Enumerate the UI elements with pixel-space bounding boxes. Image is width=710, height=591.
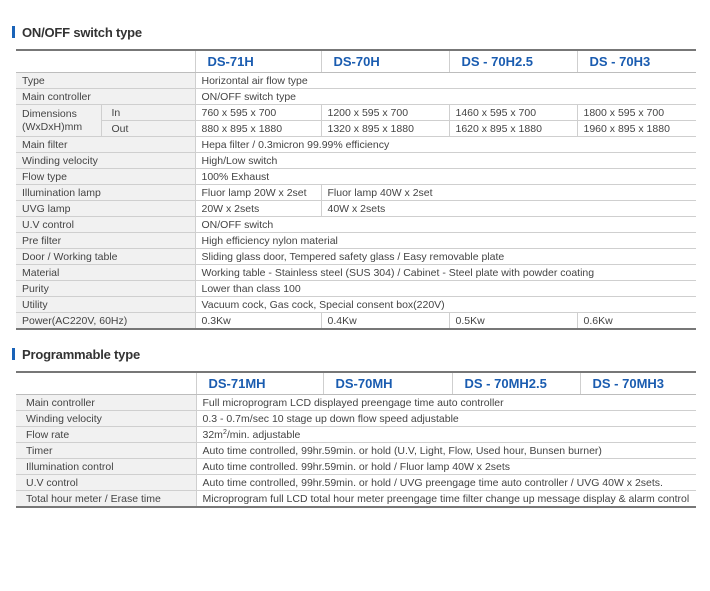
table-row: Main controller Full microprogram LCD displayed preengage time auto controller xyxy=(16,395,696,411)
table-row: U.V control ON/OFF switch xyxy=(16,217,696,233)
onoff-spec-table xyxy=(16,49,696,330)
table-row: Main filter Hepa filter / 0.3micron 99.99% efficiency xyxy=(16,137,696,153)
table-row: Power(AC220V, 60Hz) 0.3Kw 0.4Kw 0.5Kw 0.6Kw xyxy=(16,313,696,330)
table-row: Illumination control Auto time controlled. 99hr.59min. or hold / Fluor lamp 40W x 2sets xyxy=(16,459,696,475)
model-ds-71h: DS-71H xyxy=(195,50,321,73)
model-ds-71mh: DS-71MH xyxy=(196,372,323,395)
section-marker xyxy=(12,26,15,38)
table-row: Type Horizontal air flow type xyxy=(16,73,696,89)
table-row: Illumination lamp Fluor lamp 20W x 2set Fluor lamp 40W x 2set xyxy=(16,185,696,201)
table-row: Flow type 100% Exhaust xyxy=(16,169,696,185)
section-title-programmable: Programmable type xyxy=(12,346,140,362)
table-row: Main controller ON/OFF switch type xyxy=(16,89,696,105)
table-row: Total hour meter / Erase time Microprogram full LCD total hour meter preengage time filter change up message display & alarm control xyxy=(16,491,696,508)
table-row: Winding velocity High/Low switch xyxy=(16,153,696,169)
table-row: Timer Auto time controlled, 99hr.59min. or hold (U.V, Light, Flow, Used hour, Bunsen burner) xyxy=(16,443,696,459)
programmable-spec-table xyxy=(16,371,696,508)
model-ds-70h3: DS - 70H3 xyxy=(577,50,696,73)
dimensions-label: Dimensions (WxDxH)mm xyxy=(16,105,101,137)
table-row: Utility Vacuum cock, Gas cock, Special consent box(220V) xyxy=(16,297,696,313)
section-title-onoff: ON/OFF switch type xyxy=(12,24,142,40)
section-marker xyxy=(12,348,15,360)
table-row: Purity Lower than class 100 xyxy=(16,281,696,297)
table-row: U.V control Auto time controlled, 99hr.59min. or hold / UVG preengage time auto controller / UVG 40W x 2sets. xyxy=(16,475,696,491)
model-header-row xyxy=(16,50,696,73)
model-ds-70h2-5: DS - 70H2.5 xyxy=(449,50,577,73)
model-ds-70mh3: DS - 70MH3 xyxy=(580,372,696,395)
table-row: Winding velocity 0.3 - 0.7m/sec 10 stage up down flow speed adjustable xyxy=(16,411,696,427)
table-row: Flow rate $32m^2/\min$. adjustable xyxy=(16,427,696,443)
table-row: Material Working table - Stainless steel (SUS 304) / Cabinet - Steel plate with powder coating xyxy=(16,265,696,281)
flow-rate-value: $32m^2/\min$. adjustable xyxy=(196,427,696,443)
table-row: UVG lamp 20W x 2sets 40W x 2sets xyxy=(16,201,696,217)
table-row-dimensions-in: Dimensions (WxDxH)mm In 760 x 595 x 700 1200 x 595 x 700 1460 x 595 x 700 1800 x 595 x 700 xyxy=(16,105,696,121)
table-row: Pre filter High efficiency nylon material xyxy=(16,233,696,249)
model-ds-70mh2-5: DS - 70MH2.5 xyxy=(452,372,580,395)
table-row-dimensions-out: Out 880 x 895 x 1880 1320 x 895 x 1880 1620 x 895 x 1880 1960 x 895 x 1880 xyxy=(16,121,696,137)
model-ds-70h: DS-70H xyxy=(321,50,449,73)
model-ds-70mh: DS-70MH xyxy=(323,372,452,395)
model-header-row xyxy=(16,372,696,395)
table-row: Door / Working table Sliding glass door, Tempered safety glass / Easy removable plate xyxy=(16,249,696,265)
